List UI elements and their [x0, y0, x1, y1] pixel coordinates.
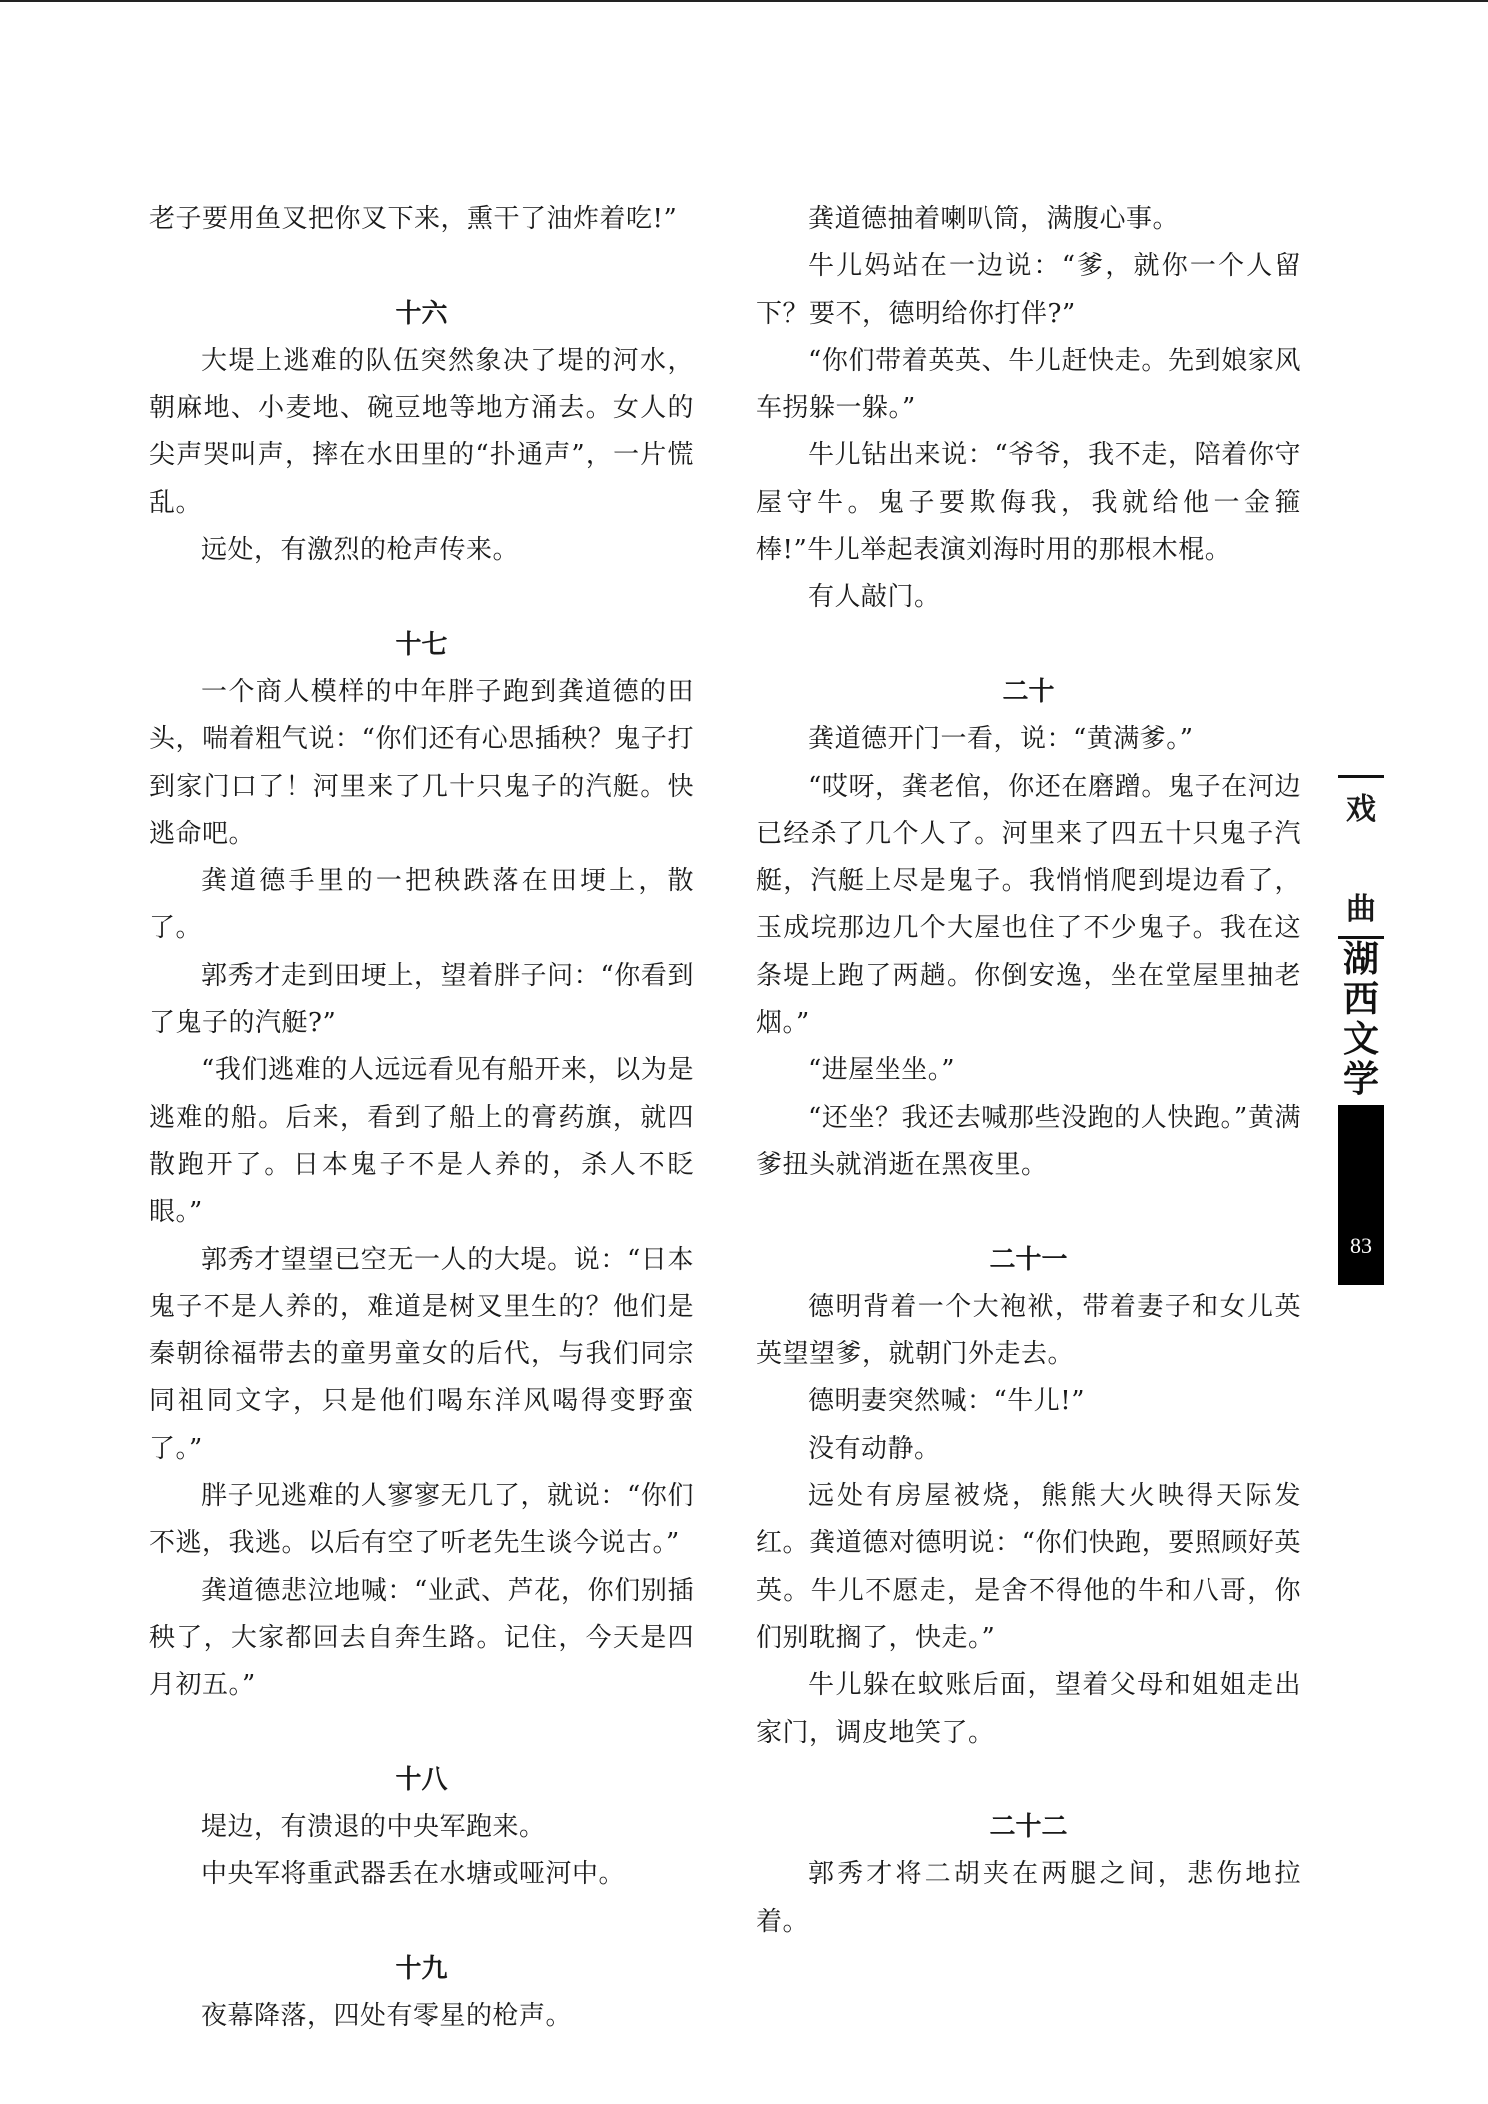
left-text-column: [149, 196, 694, 2041]
paragraph: 夜幕降落，四处有零星的枪声。: [201, 2001, 573, 2032]
sidebar-rule-top: [1338, 775, 1384, 778]
paragraph: 龚道德悲泣地喊：“业武、芦花，你们别插秧了，大家都回去自奔生路。记住，今天是四月初五。”: [149, 1575, 694, 1701]
paragraph: “进屋坐坐。”: [808, 1055, 956, 1086]
paragraph: “我们逃难的人远远看见有船开来，以为是逃难的船。后来，看到了船上的膏药旗，就四散跑开了。日本鬼子不是人养的，杀人不眨眼。”: [149, 1055, 694, 1228]
section-heading: 二十: [1002, 676, 1055, 707]
top-border-line: [0, 0, 1488, 2]
paragraph: “哎呀，龚老倌，你还在磨蹭。鬼子在河边已经杀了几个人了。河里来了四五十只鬼子汽艇，汽艇上尽是鬼子。我悄悄爬到堤边看了，玉成垸那边几个大屋也住了不少鬼子。我在这条堤上跑了两趟。你倒安逸，坐在堂屋里抽老烟。”: [756, 771, 1301, 1039]
paragraph: 牛儿妈站在一边说：“爹，就你一个人留下？要不，德明给你打伴?”: [756, 251, 1301, 329]
paragraph: 龚道德手里的一把秧跌落在田埂上，散了。: [149, 866, 694, 944]
paragraph: 远处有房屋被烧，熊熊大火映得天际发红。龚道德对德明说：“你们快跑，要照顾好英英。牛儿不愿走，是舍不得他的牛和八哥，你们别耽搁了，快走。”: [756, 1481, 1301, 1653]
paragraph: 德明背着一个大袍袱，带着妻子和女儿英英望望爹，就朝门外走去。: [756, 1291, 1301, 1370]
logo-char-1: 湖: [1342, 938, 1379, 980]
paragraph: 中央军将重武器丢在水塘或哑河中。: [201, 1859, 626, 1890]
section-heading: 十九: [395, 1953, 448, 1984]
paragraph: 牛儿钻出来说：“爷爷，我不走，陪着你守屋守牛。鬼子要欺侮我，我就给他一金箍棒!”牛儿举起表演刘海时用的那根木棍。: [756, 440, 1301, 566]
paragraph: 郭秀才将二胡夹在两腿之间，悲伤地拉着。: [756, 1859, 1301, 1937]
page-number: 83: [1350, 1233, 1372, 1258]
paragraph: 有人敲门。: [808, 582, 941, 613]
section-sidebar: [1338, 775, 1384, 1285]
paragraph: 郭秀才望望已空无一人的大堤。说：“日本鬼子不是人养的，难道是树叉里生的？他们是秦朝徐福带去的童男童女的后代，与我们同宗同祖同文字，只是他们喝东洋风喝得变野蛮了。”: [149, 1244, 694, 1464]
logo-char-4: 学: [1342, 1058, 1379, 1100]
paragraph: 牛儿躲在蚊账后面，望着父母和姐姐走出家门，调皮地笑了。: [756, 1670, 1301, 1748]
paragraph: 没有动静。: [808, 1433, 941, 1464]
paragraph: 胖子见逃难的人寥寥无几了，就说：“你们不逃，我逃。以后有空了听老先生谈今说古。”: [149, 1481, 694, 1559]
section-heading: 二十二: [989, 1812, 1068, 1843]
section-heading: 二十一: [989, 1244, 1068, 1275]
paragraph: “你们带着英英、牛儿赶快走。先到娘家风车拐躲一躲。”: [756, 345, 1301, 424]
paragraph: 一个商人模样的中年胖子跑到龚道德的田头，喘着粗气说：“你们还有心思插秧？鬼子打到家门口了！河里来了几十只鬼子的汽艇。快逃命吧。: [149, 676, 694, 849]
section-heading: 十六: [395, 298, 448, 329]
paragraph: 德明妻突然喊：“牛儿!”: [808, 1386, 1086, 1417]
paragraph: “还坐？我还去喊那些没跑的人快跑。”黄满爹扭头就消逝在黑夜里。: [756, 1102, 1301, 1180]
paragraph: 郭秀才走到田埂上，望着胖子问：“你看到了鬼子的汽艇?”: [149, 960, 694, 1039]
section-label-char-1: 戏: [1346, 792, 1376, 827]
right-text-column: [756, 196, 1301, 1946]
section-label-char-2: 曲: [1346, 892, 1376, 927]
section-heading: 十七: [395, 629, 448, 660]
paragraph: 堤边，有溃退的中央军跑来。: [201, 1812, 546, 1843]
page-number-block: [1338, 1105, 1384, 1285]
logo-char-3: 文: [1342, 1018, 1379, 1060]
paragraph: 龚道德抽着喇叭筒，满腹心事。: [808, 204, 1180, 234]
section-heading: 十八: [395, 1764, 448, 1795]
paragraph: 老子要用鱼叉把你叉下来，熏干了油炸着吃!”: [149, 204, 678, 234]
paragraph: 大堤上逃难的队伍突然象决了堤的河水，朝麻地、小麦地、碗豆地等地方涌去。女人的尖声哭叫声，摔在水田里的“扑通声”，一片慌乱。: [149, 345, 694, 518]
magazine-logo: [1338, 939, 1384, 1099]
paragraph: 龚道德开门一看，说：“黄满爹。”: [808, 724, 1194, 755]
paragraph: 远处，有激烈的枪声传来。: [201, 535, 520, 566]
logo-char-2: 西: [1342, 978, 1379, 1020]
